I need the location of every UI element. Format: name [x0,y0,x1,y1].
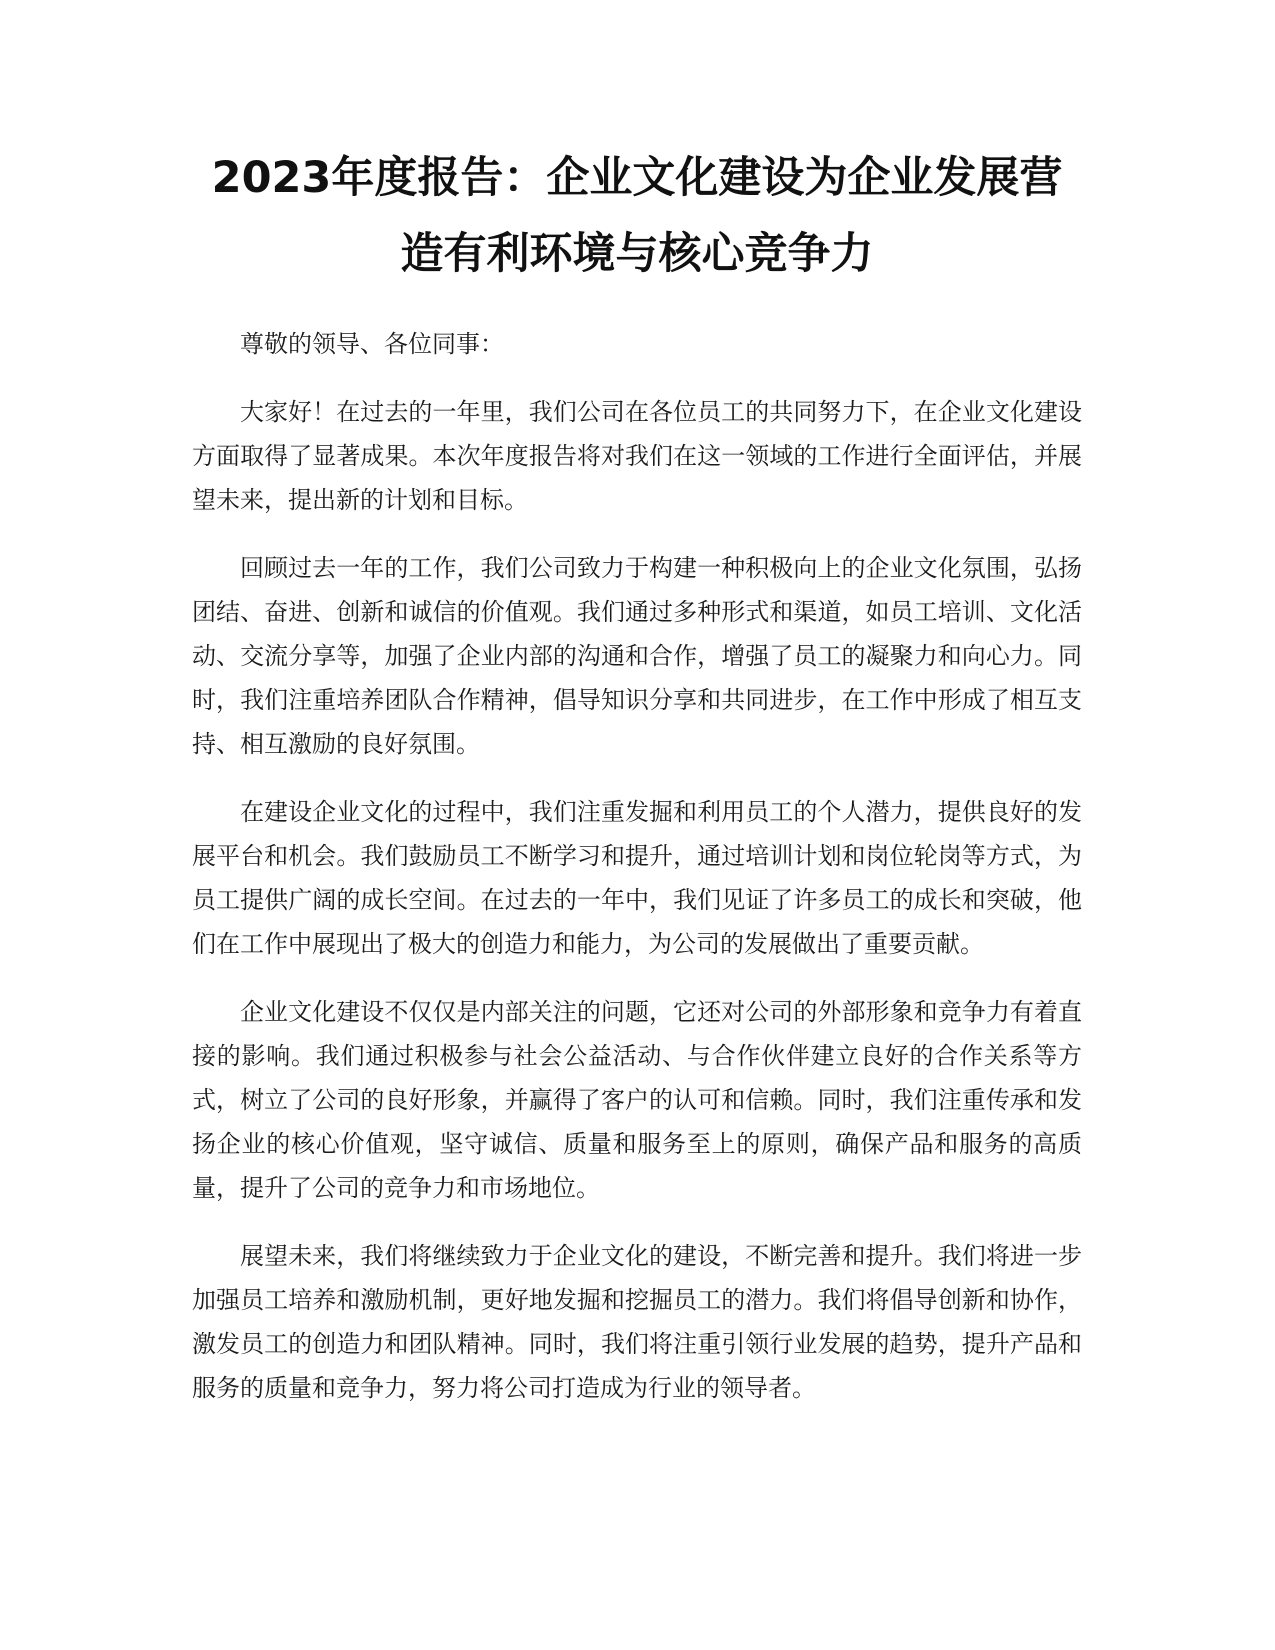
paragraph-outlook: 展望未来，我们将继续致力于企业文化的建设，不断完善和提升。我们将进一步加强员工培养和激励机制，更好地发掘和挖掘员工的潜力。我们将倡导创新和协作，激发员工的创造力和团队精神。同时，我们将注重引领行业发展的趋势，提升产品和服务的质量和竞争力，努力将公司打造成为行业的领导者。 [192,1242,1082,1402]
paragraph-review: 回顾过去一年的工作，我们公司致力于构建一种积极向上的企业文化氛围，弘扬团结、奋进、创新和诚信的价值观。我们通过多种形式和渠道，如员工培训、文化活动、交流分享等，加强了企业内部的沟通和合作，增强了员工的凝聚力和向心力。同时，我们注重培养团队合作精神，倡导知识分享和共同进步，在工作中形成了相互支持、相互激励的良好氛围。 [192,554,1082,758]
paragraph-intro: 大家好！在过去的一年里，我们公司在各位员工的共同努力下，在企业文化建设方面取得了显著成果。本次年度报告将对我们在这一领域的工作进行全面评估，并展望未来，提出新的计划和目标。 [192,398,1082,514]
document-body [192,140,1082,1434]
paragraph-external: 企业文化建设不仅仅是内部关注的问题，它还对公司的外部形象和竞争力有着直接的影响。我们通过积极参与社会公益活动、与合作伙伴建立良好的合作关系等方式，树立了公司的良好形象，并赢得了客户的认可和信赖。同时，我们注重传承和发扬企业的核心价值观，坚守诚信、质量和服务至上的原则，确保产品和服务的高质量，提升了公司的竞争力和市场地位。 [192,998,1082,1202]
salutation: 尊敬的领导、各位同事： [240,330,504,358]
document-title: 2023年度报告：企业文化建设为企业发展营造有利环境与核心竞争力 [211,153,1063,279]
paragraph-talent: 在建设企业文化的过程中，我们注重发掘和利用员工的个人潜力，提供良好的发展平台和机会。我们鼓励员工不断学习和提升，通过培训计划和岗位轮岗等方式，为员工提供广阔的成长空间。在过去的一年中，我们见证了许多员工的成长和突破，他们在工作中展现出了极大的创造力和能力，为公司的发展做出了重要贡献。 [192,798,1082,958]
